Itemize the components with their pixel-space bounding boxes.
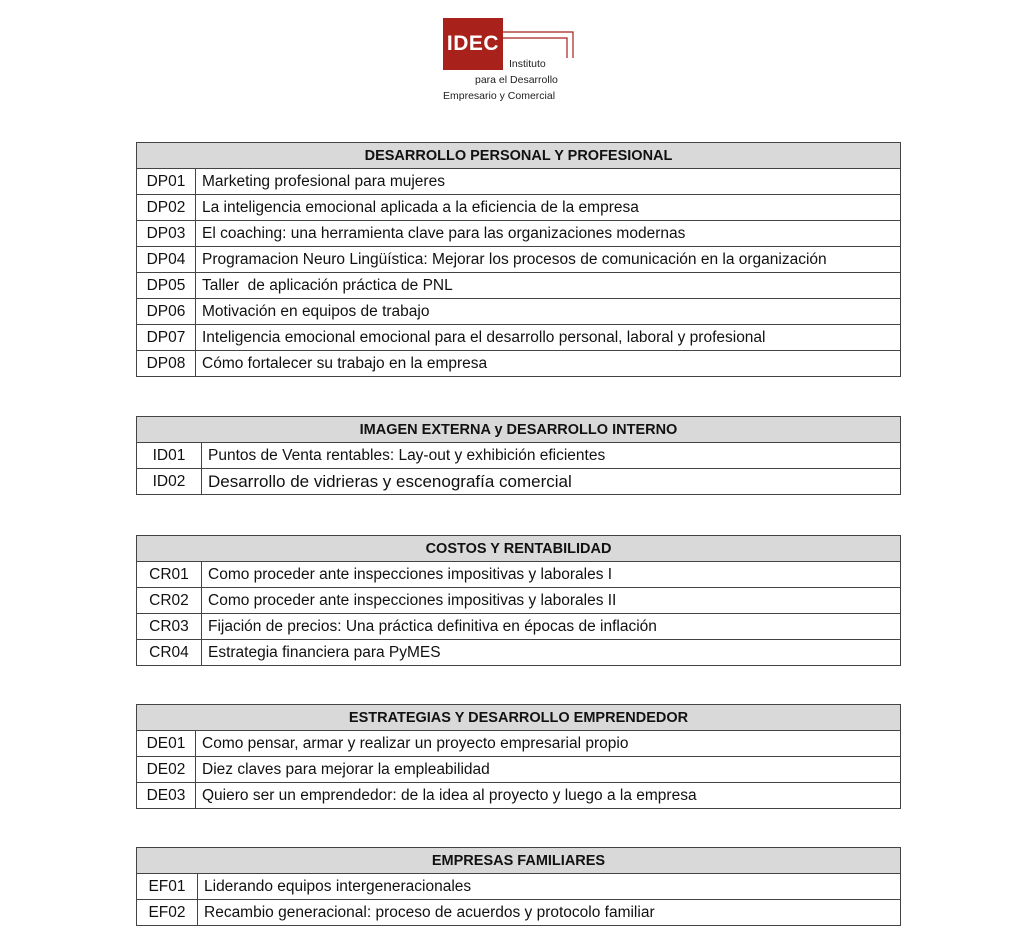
course-name: Taller de aplicación práctica de PNL xyxy=(196,273,901,299)
course-code: DE01 xyxy=(137,731,196,757)
section-desarrollo-personal xyxy=(136,142,901,377)
course-name: Como proceder ante inspecciones impositivas y laborales II xyxy=(202,588,901,614)
table-row xyxy=(137,640,901,666)
course-name: Como pensar, armar y realizar un proyecto empresarial propio xyxy=(196,731,901,757)
course-name: Puntos de Venta rentables: Lay-out y exhibición eficientes xyxy=(202,443,901,469)
section-title: IMAGEN EXTERNA y DESARROLLO INTERNO xyxy=(137,417,901,443)
table-row xyxy=(137,614,901,640)
course-code: DE02 xyxy=(137,757,196,783)
idec-logo xyxy=(443,18,583,106)
course-code: DP08 xyxy=(137,351,196,377)
course-name: Desarrollo de vidrieras y escenografía comercial xyxy=(202,469,901,495)
course-name: Estrategia financiera para PyMES xyxy=(202,640,901,666)
table-row xyxy=(137,443,901,469)
course-name: Cómo fortalecer su trabajo en la empresa xyxy=(196,351,901,377)
course-code: EF01 xyxy=(137,874,198,900)
section-imagen-externa xyxy=(136,416,901,495)
course-name: Como proceder ante inspecciones impositivas y laborales I xyxy=(202,562,901,588)
table-row xyxy=(137,169,901,195)
course-name: La inteligencia emocional aplicada a la eficiencia de la empresa xyxy=(196,195,901,221)
section-costos-rentabilidad xyxy=(136,535,901,666)
course-name: Motivación en equipos de trabajo xyxy=(196,299,901,325)
course-code: DP03 xyxy=(137,221,196,247)
logo-line-3: Empresario y Comercial xyxy=(443,90,556,102)
course-code: DP06 xyxy=(137,299,196,325)
table-row xyxy=(137,351,901,377)
course-name: El coaching: una herramienta clave para las organizaciones modernas xyxy=(196,221,901,247)
table-row xyxy=(137,731,901,757)
course-code: DE03 xyxy=(137,783,196,809)
course-code: DP07 xyxy=(137,325,196,351)
section-title: DESARROLLO PERSONAL Y PROFESIONAL xyxy=(137,143,901,169)
table-row xyxy=(137,874,901,900)
table-row xyxy=(137,195,901,221)
section-title: ESTRATEGIAS Y DESARROLLO EMPRENDEDOR xyxy=(137,705,901,731)
course-code: CR03 xyxy=(137,614,202,640)
table-row xyxy=(137,783,901,809)
table-row xyxy=(137,469,901,495)
course-code: DP05 xyxy=(137,273,196,299)
table-row xyxy=(137,299,901,325)
course-name: Marketing profesional para mujeres xyxy=(196,169,901,195)
table-row xyxy=(137,562,901,588)
course-name: Programacion Neuro Lingüística: Mejorar los procesos de comunicación en la organización xyxy=(196,247,901,273)
section-title: EMPRESAS FAMILIARES xyxy=(137,848,901,874)
course-code: EF02 xyxy=(137,900,198,926)
course-name: Quiero ser un emprendedor: de la idea al proyecto y luego a la empresa xyxy=(196,783,901,809)
course-code: CR02 xyxy=(137,588,202,614)
course-code: ID01 xyxy=(137,443,202,469)
course-code: ID02 xyxy=(137,469,202,495)
table-row xyxy=(137,325,901,351)
course-code: CR01 xyxy=(137,562,202,588)
table-row xyxy=(137,273,901,299)
course-name: Liderando equipos intergeneracionales xyxy=(198,874,901,900)
course-name: Inteligencia emocional emocional para el desarrollo personal, laboral y profesional xyxy=(196,325,901,351)
logo-line-1: Instituto xyxy=(509,58,546,70)
table-row xyxy=(137,221,901,247)
table-row xyxy=(137,900,901,926)
logo-abbreviation: IDEC xyxy=(443,18,503,70)
section-title: COSTOS Y RENTABILIDAD xyxy=(137,536,901,562)
course-code: DP02 xyxy=(137,195,196,221)
table-row xyxy=(137,588,901,614)
course-code: DP04 xyxy=(137,247,196,273)
course-name: Diez claves para mejorar la empleabilidad xyxy=(196,757,901,783)
course-name: Fijación de precios: Una práctica definitiva en épocas de inflación xyxy=(202,614,901,640)
table-row xyxy=(137,757,901,783)
course-name: Recambio generacional: proceso de acuerdos y protocolo familiar xyxy=(198,900,901,926)
course-code: DP01 xyxy=(137,169,196,195)
course-code: CR04 xyxy=(137,640,202,666)
table-row xyxy=(137,247,901,273)
section-empresas-familiares xyxy=(136,847,901,926)
logo-line-2: para el Desarrollo xyxy=(475,74,558,86)
section-estrategias-emprendedor xyxy=(136,704,901,809)
